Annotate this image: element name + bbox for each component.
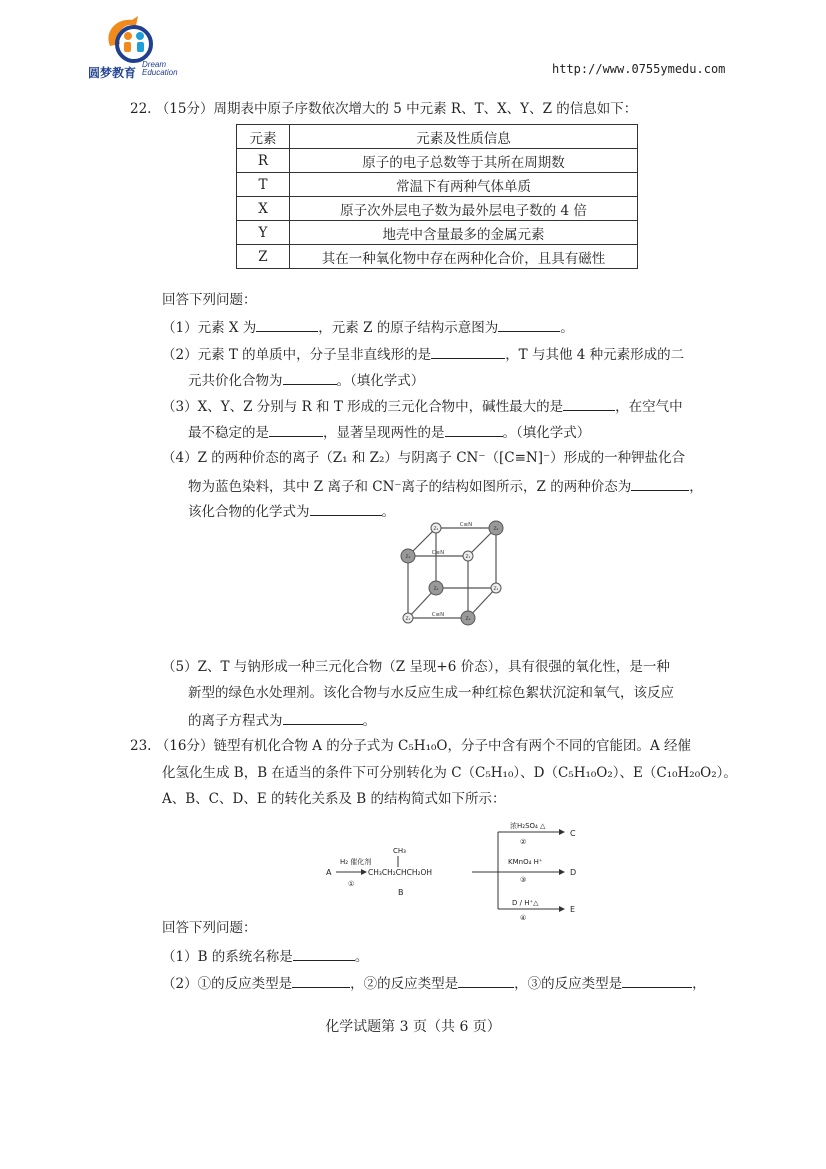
z2-label: Z₂ [465,617,471,622]
q22-part2-cont: 元共价化合物为 。（填化学式） [188,370,424,390]
q22-part3: （3）X、Y、Z 分别与 R 和 T 形成的三元化合物中，碱性最大的是 ，在空气中 [162,396,683,416]
prussian-blue-structure-diagram [388,516,518,634]
z2-label: Z₂ [493,527,499,532]
q22-part2: （2）元素 T 的单质中，分子呈非直线形的是 ，T 与其他 4 种元素形成的二 [162,344,684,364]
z1-label: Z₁ [405,617,411,622]
compound-b-formula: CH₃CH₂CHCH₂OH [368,868,433,877]
q23-part1: （1）B 的系统名称是 。 [162,946,368,966]
q22-part5-cont: 新型的绿色水处理剂。该化合物与水反应生成一种红棕色絮状沉淀和氧气，该反应 [188,685,674,701]
answer-blank[interactable] [431,344,505,359]
step3-reagent: KMnO₄ H⁺ [508,858,543,866]
answer-blank[interactable] [293,946,355,961]
z1-label: Z₁ [433,527,439,532]
cn-label: C≡N [459,522,473,528]
table-cell: Z [237,245,290,269]
step3-number: ③ [520,876,527,884]
compound-b: B [398,888,404,897]
step2-number: ② [520,838,527,846]
step1-reagent: H₂ 催化剂 [340,858,372,866]
answer-blank[interactable] [631,476,689,491]
answer-blank[interactable] [310,501,382,516]
table-header: 元素 [237,125,290,149]
q22-part1: （1）元素 X 为 ，元素 Z 的原子结构示意图为 。 [162,317,574,337]
z2-label: Z₂ [405,555,411,560]
answer-blank[interactable] [292,973,350,988]
element-info-table [236,124,638,269]
answer-blank[interactable] [269,422,323,437]
table-row [237,149,638,173]
table-cell: 地壳中含量最多的金属元素 [290,221,638,245]
z1-label: Z₁ [465,555,471,560]
table-row [237,197,638,221]
table-cell: X [237,197,290,221]
compound-a: A [326,868,332,877]
b-branch: CH₃ [393,847,406,855]
table-cell: 原子次外层电子数为最外层电子数的 4 倍 [290,197,638,221]
table-cell: Y [237,221,290,245]
q23-line1: 23. （16分）链型有机化合物 A 的分子式为 C₅H₁₀O，分子中含有两个不同的官能团。A 经催 [130,738,692,754]
logo-text-en: Dream Education [142,60,178,77]
q22-part4-cont2: 该化合物的化学式为 。 [188,501,395,521]
table-cell: T [237,173,290,197]
reaction-scheme [322,812,592,922]
q23-line2: 化氢化生成 B，B 在适当的条件下可分别转化为 C（C₅H₁₀）、D（C₅H₁₀O₂）、E（C₁₀H₂₀O₂）。 [162,765,737,781]
q22-part5: （5）Z、T 与钠形成一种三元化合物（Z 呈现+6 价态），具有很强的氧化性，是一种 [162,659,670,675]
q22-title: 22. （15分）周期表中原子序数依次增大的 5 中元素 R、T、X、Y、Z 的信息如下： [130,101,638,117]
table-cell: R [237,149,290,173]
table-cell: 其在一种氧化物中存在两种化合价，且具有磁性 [290,245,638,269]
page-footer: 化学试题第 3 页（共 6 页） [325,1019,501,1035]
q22-part3-cont: 最不稳定的是 ，显著呈现两性的是 。（填化学式） [188,422,590,442]
answer-blank[interactable] [563,396,615,411]
cn-label: C≡N [431,612,445,618]
logo [84,14,194,80]
answer-blank[interactable] [498,317,560,332]
step1-number: ① [348,880,355,888]
q22-part4-cont: 物为蓝色染料，其中 Z 离子和 CN⁻离子的结构如图所示，Z 的两种价态为 ， [188,476,703,496]
q22-part5-cont2: 的离子方程式为 。 [188,710,376,730]
table-cell: 常温下有两种气体单质 [290,173,638,197]
compound-c: C [570,829,576,838]
answer-blank[interactable] [622,973,692,988]
q23-part2: （2）①的反应类型是 ，②的反应类型是 ，③的反应类型是 ， [162,973,706,993]
q22-part4: （4）Z 的两种价态的离子（Z₁ 和 Z₂）与阴离子 CN⁻（[C≡N]⁻）形成的一种钾盐化合 [162,450,686,466]
z1-label: Z₁ [493,587,499,592]
q22-answer-prompt: 回答下列问题： [162,292,257,308]
table-row [237,245,638,269]
step2-reagent: 浓H₂SO₄ △ [510,822,546,830]
table-cell: 原子的电子总数等于其所在周期数 [290,149,638,173]
z2-label: Z₂ [433,587,439,592]
step4-number: ④ [520,914,527,922]
table-header-row [237,125,638,149]
answer-blank[interactable] [283,370,337,385]
compound-e: E [570,905,576,914]
table-row [237,221,638,245]
answer-blank[interactable] [458,973,514,988]
answer-blank[interactable] [445,422,503,437]
logo-text-cn: 圆梦教育 [88,66,137,80]
q23-answer-prompt: 回答下列问题： [162,920,257,936]
compound-d: D [570,868,577,877]
answer-blank[interactable] [256,317,318,332]
table-header: 元素及性质信息 [290,125,638,149]
cn-label: C≡N [431,550,445,556]
q23-line3: A、B、C、D、E 的转化关系及 B 的结构简式如下所示： [162,791,506,807]
website-url: http://www.0755ymedu.com [552,62,726,76]
step4-reagent: D / H⁺△ [512,899,539,907]
logo-icon [102,14,172,64]
table-row [237,173,638,197]
answer-blank[interactable] [283,710,363,725]
